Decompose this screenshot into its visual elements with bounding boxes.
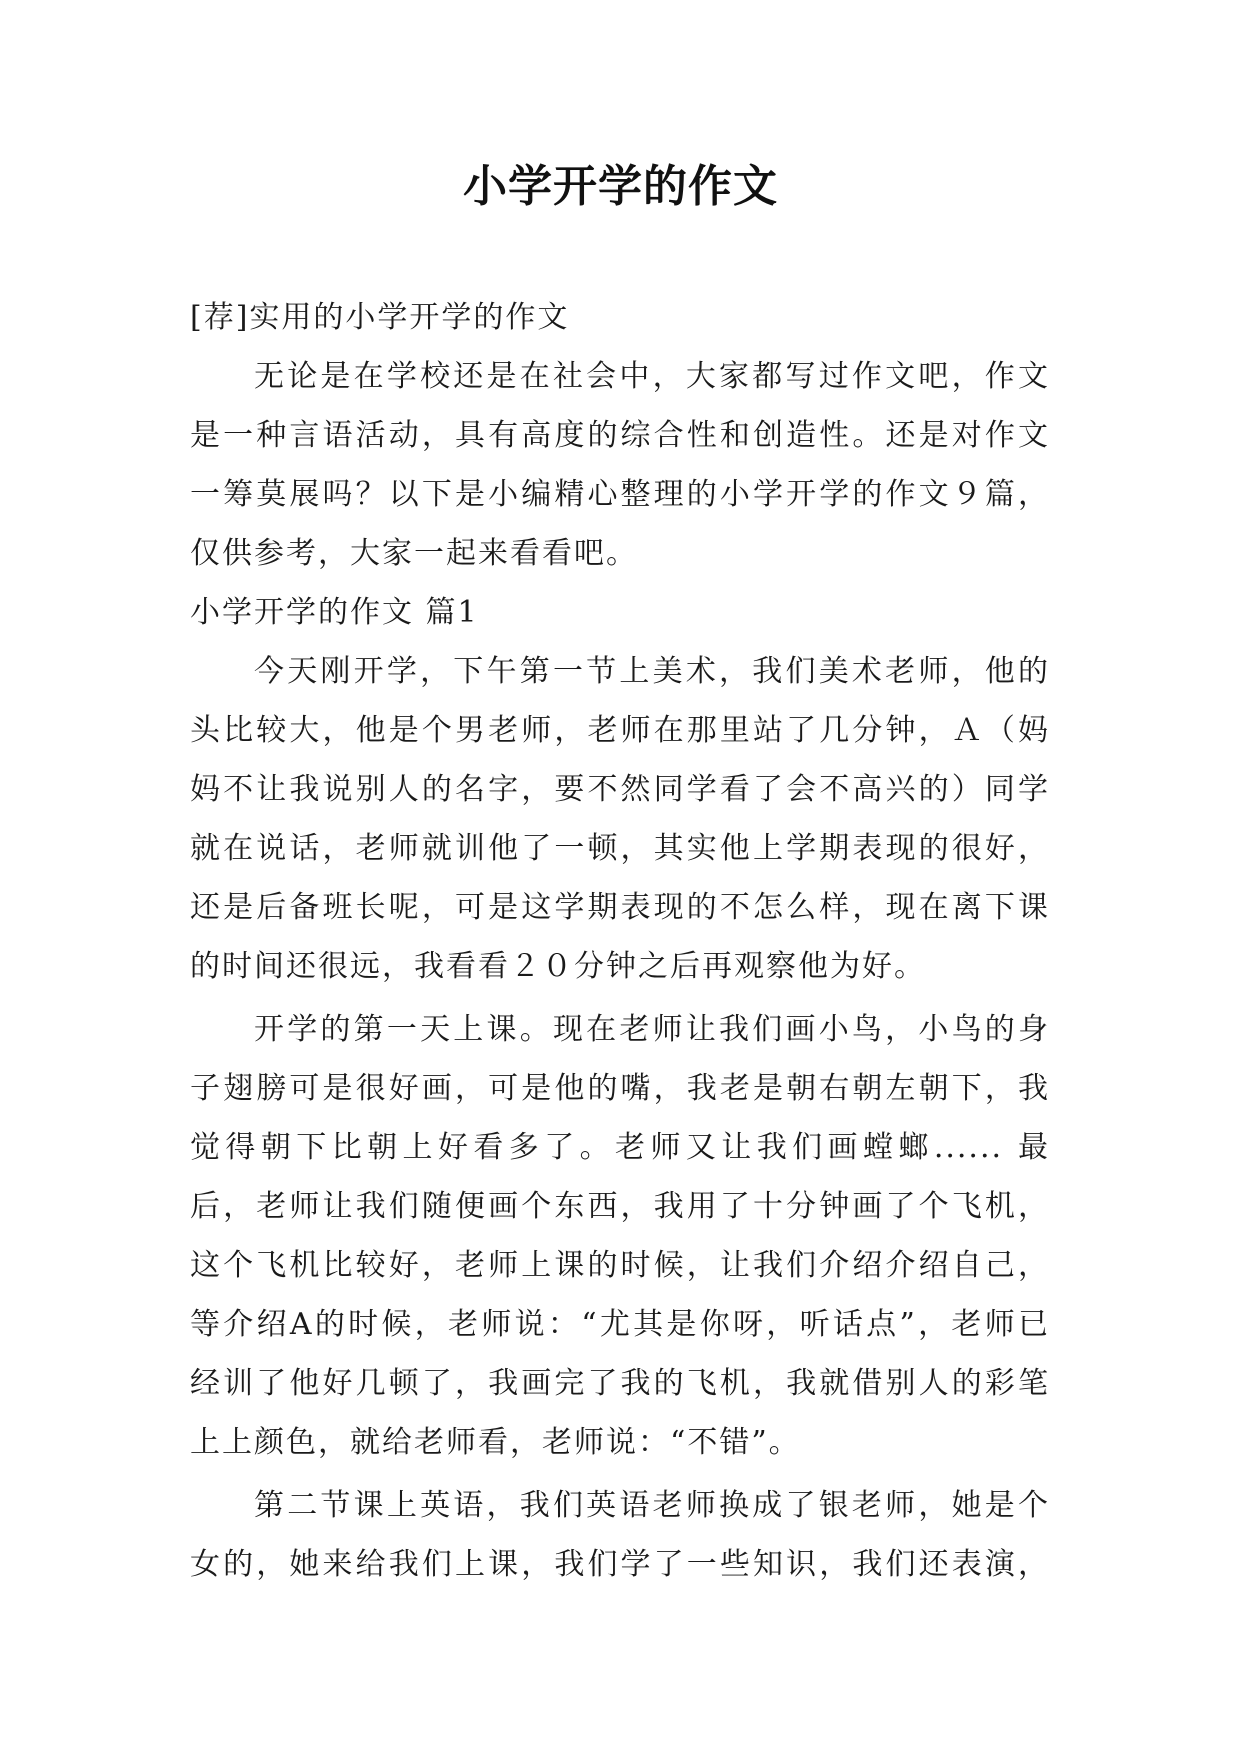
text-line: 一筹莫展吗？以下是小编精心整理的小学开学的作文９篇， (190, 477, 1050, 512)
text-line: 还是后备班长呢，可是这学期表现的不怎么样，现在离下课 (190, 890, 1050, 925)
text-line: 就在说话，老师就训他了一顿，其实他上学期表现的很好， (190, 831, 1050, 866)
text-line: 上上颜色，就给老师看，老师说：“不错”。 (190, 1425, 801, 1460)
text-line: 是一种言语活动，具有高度的综合性和创造性。还是对作文 (190, 418, 1050, 453)
text-line: 女的，她来给我们上课，我们学了一些知识，我们还表演， (190, 1547, 1050, 1582)
text-line: 的时间还很远，我看看２０分钟之后再观察他为好。 (190, 949, 926, 984)
text-line: 头比较大，他是个男老师，老师在那里站了几分钟，Ａ（妈 (190, 713, 1050, 748)
text-line: 等介绍A的时候，老师说：“尤其是你呀，听话点”，老师已 (190, 1307, 1050, 1342)
text-line: 子翅膀可是很好画，可是他的嘴，我老是朝右朝左朝下，我 (190, 1071, 1050, 1106)
text-line: 妈不让我说别人的名字，要不然同学看了会不高兴的）同学 (190, 772, 1050, 807)
text-line: 无论是在学校还是在社会中，大家都写过作文吧，作文 (254, 359, 1050, 394)
text-line: 开学的第一天上课。现在老师让我们画小鸟，小鸟的身 (254, 1012, 1050, 1047)
text-line: 第二节课上英语，我们英语老师换成了银老师，她是个 (254, 1488, 1050, 1523)
document-body (190, 288, 1050, 1594)
text-line: [荐]实用的小学开学的作文 (190, 300, 570, 335)
text-line: 经训了他好几顿了，我画完了我的飞机，我就借别人的彩笔 (190, 1366, 1050, 1401)
text-line: 觉得朝下比朝上好看多了。老师又让我们画螳螂...... 最 (190, 1130, 1050, 1165)
text-line: 今天刚开学，下午第一节上美术，我们美术老师，他的 (254, 654, 1050, 689)
document-title: 小学开学的作文 (463, 161, 778, 212)
text-line: 小学开学的作文 篇1 (190, 595, 479, 630)
text-line: 这个飞机比较好，老师上课的时候，让我们介绍介绍自己， (190, 1248, 1050, 1283)
text-line: 仅供参考，大家一起来看看吧。 (190, 536, 638, 571)
text-line: 后，老师让我们随便画个东西，我用了十分钟画了个飞机， (190, 1189, 1050, 1224)
